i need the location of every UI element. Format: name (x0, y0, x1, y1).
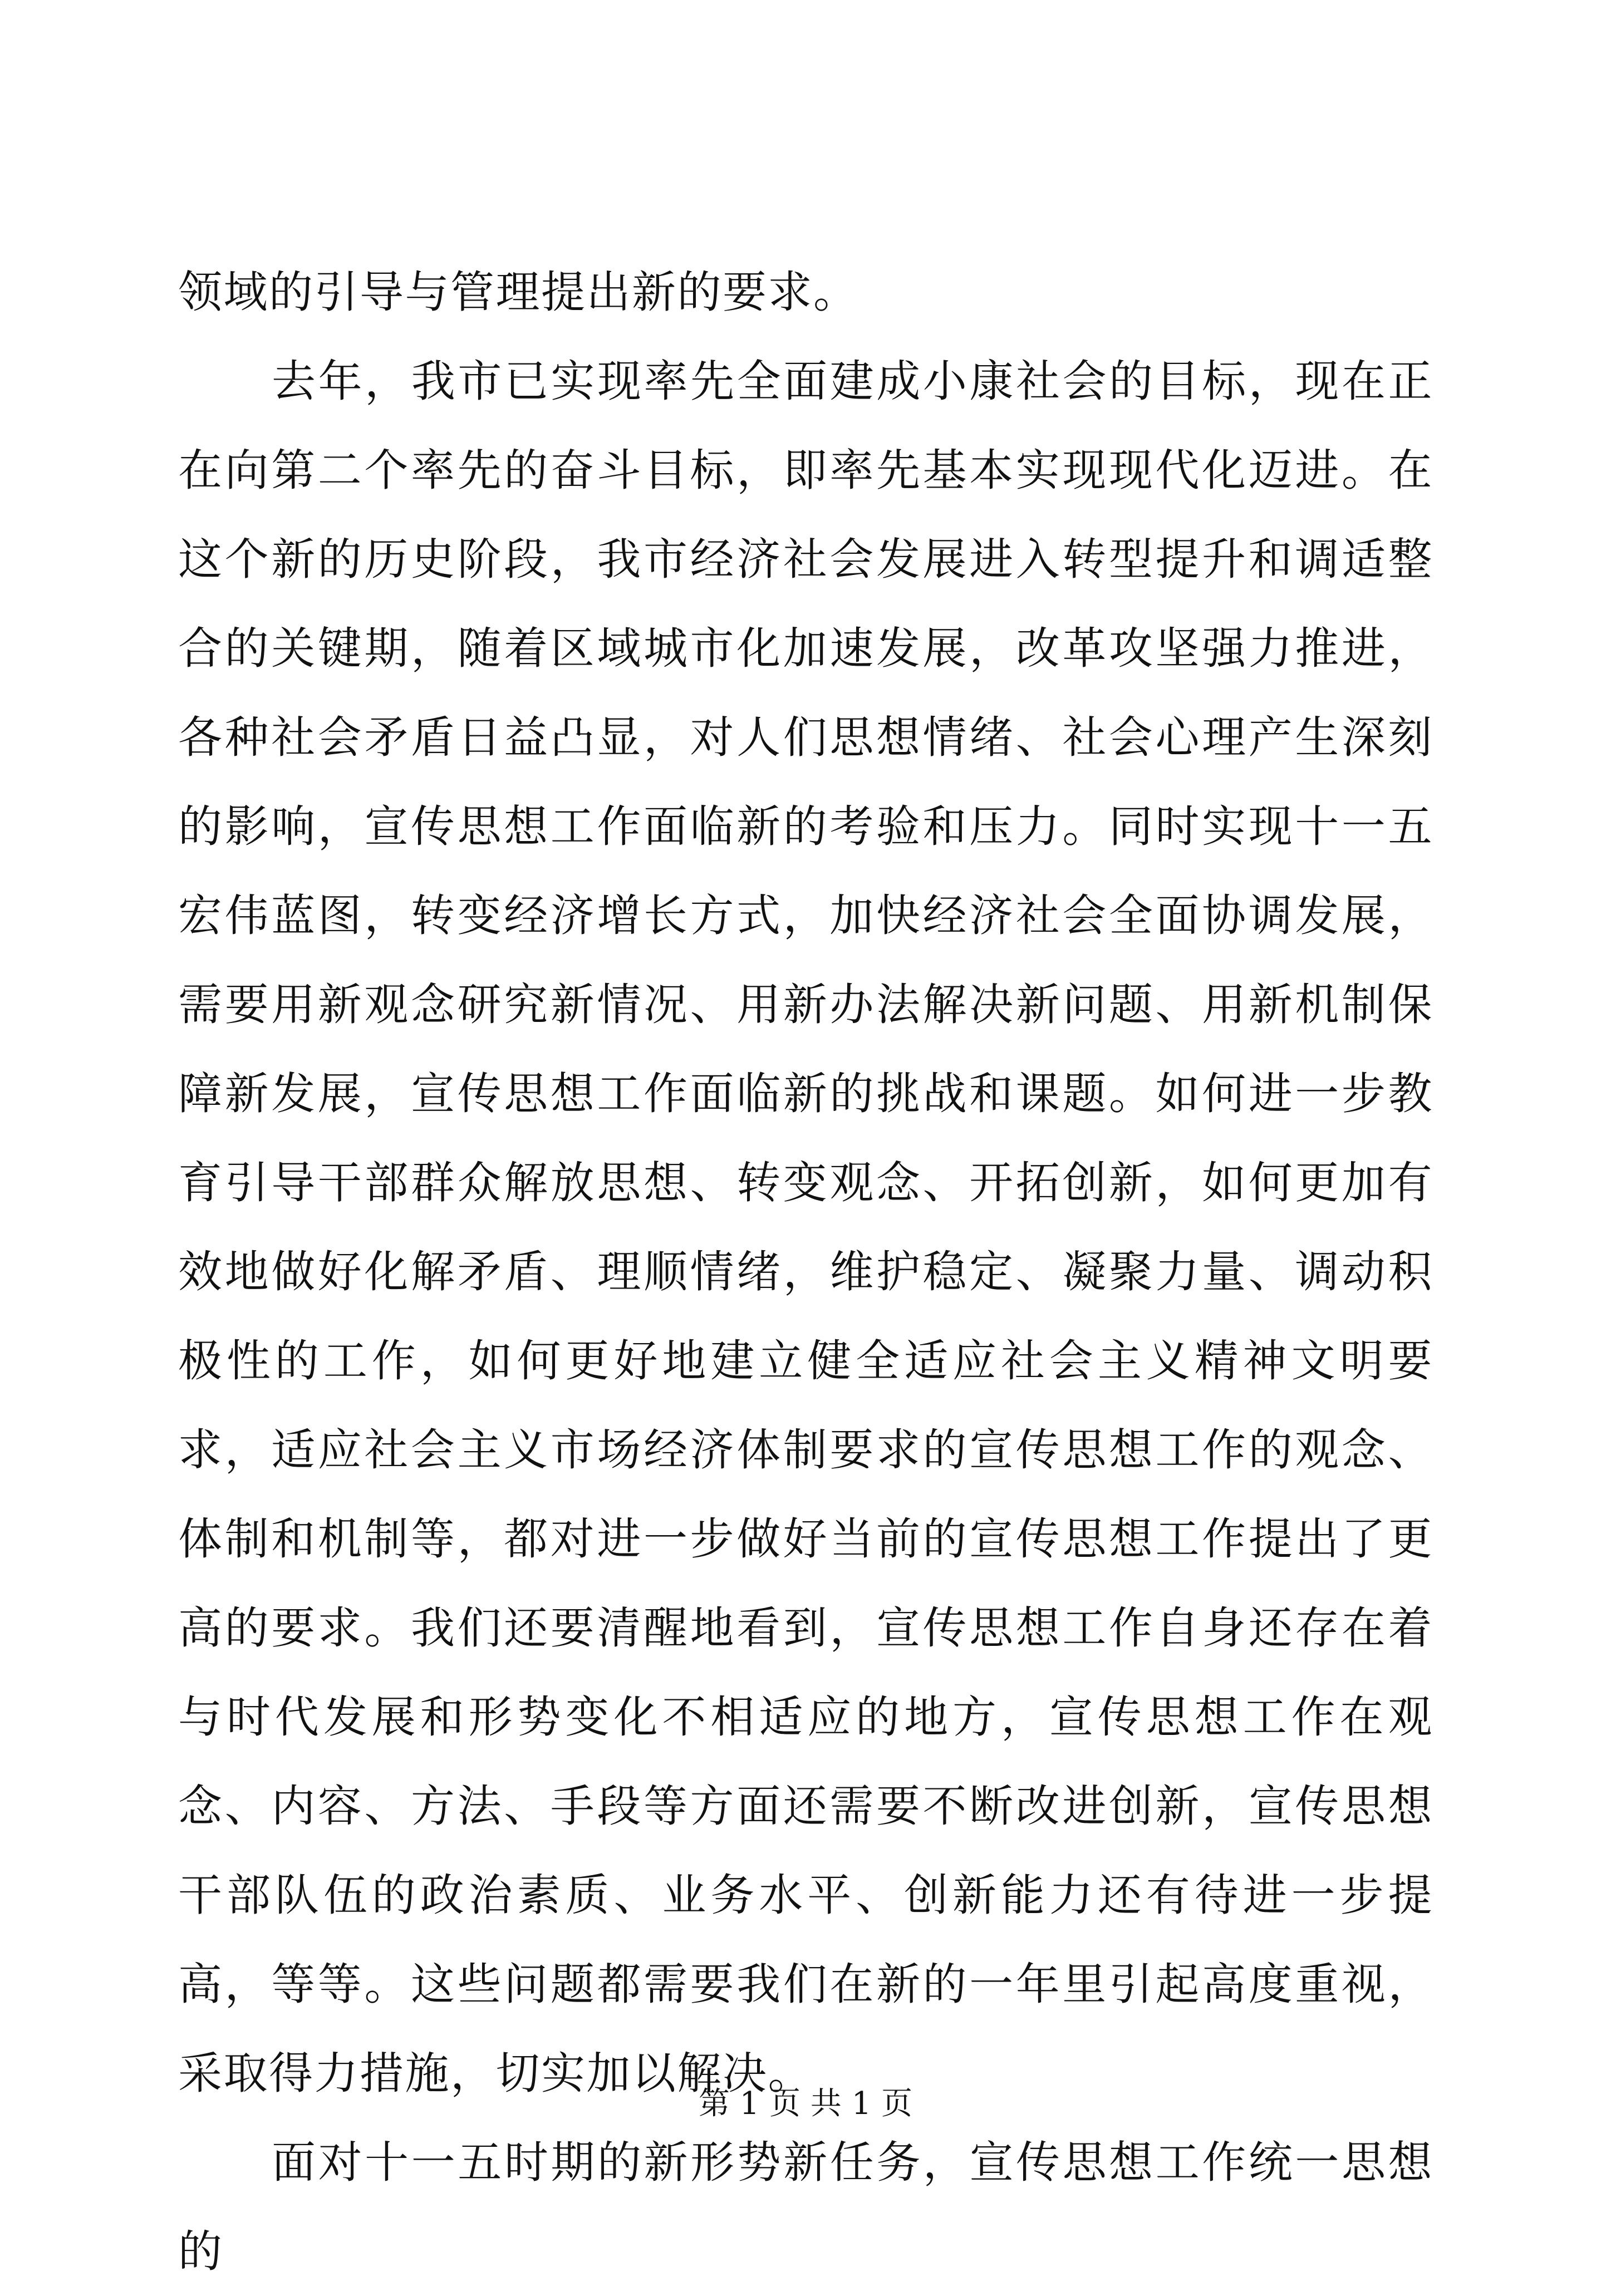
paragraph-main: 去年，我市已实现率先全面建成小康社会的目标，现在正在向第二个率先的奋斗目标，即率先基本实现现代化迈进。在这个新的历史阶段，我市经济社会发展进入转型提升和调适整合的关键期，随着区域城市化加速发展，改革攻坚强力推进，各种社会矛盾日益凸显，对人们思想情绪、社会心理产生深刻的影响，宣传思想工作面临新的考验和压力。同时实现十一五宏伟蓝图，转变经济增长方式，加快经济社会全面协调发展，需要用新观念研究新情况、用新办法解决新问题、用新机制保障新发展，宣传思想工作面临新的挑战和课题。如何进一步教育引导干部群众解放思想、转变观念、开拓创新，如何更加有效地做好化解矛盾、理顺情绪，维护稳定、凝聚力量、调动积极性的工作，如何更好地建立健全适应社会主义精神文明要求，适应社会主义市场经济体制要求的宣传思想工作的观念、体制和机制等，都对进一步做好当前的宣传思想工作提出了更高的要求。我们还要清醒地看到，宣传思想工作自身还存在着与时代发展和形势变化不相适应的地方，宣传思想工作在观念、内容、方法、手段等方面还需要不断改进创新，宣传思想干部队伍的政治素质、业务水平、创新能力还有待进一步提高，等等。这些问题都需要我们在新的一年里引起高度重视，采取得力措施，切实加以解决。 (178, 356, 1433, 2099)
body-text (178, 248, 1433, 2296)
paragraph-continuation: 领域的引导与管理提出新的要求。 (178, 267, 859, 318)
paragraph-last: 面对十一五时期的新形势新任务，宣传思想工作统一思想的 (178, 2137, 1433, 2277)
page-number-footer: 第 1 页 共 1 页 (698, 2086, 913, 2122)
